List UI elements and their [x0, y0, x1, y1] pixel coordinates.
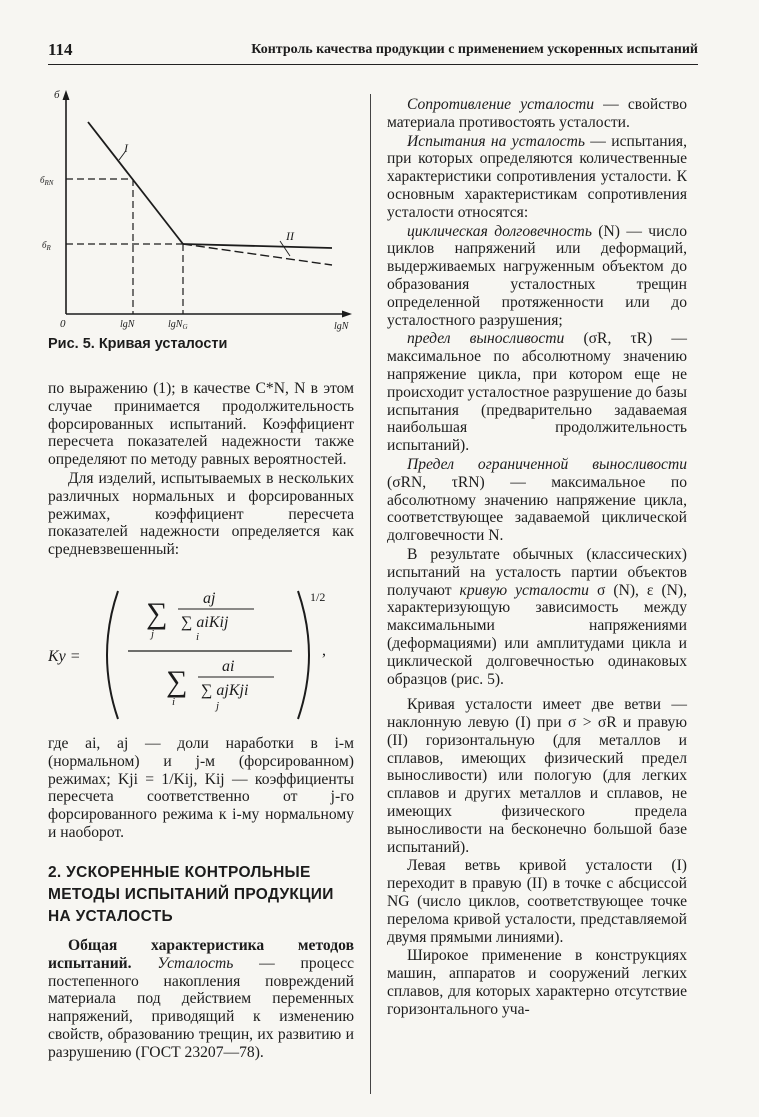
section-title: 2. УСКОРЕННЫЕ КОНТРОЛЬНЫЕ МЕТОДЫ ИСПЫТАНИЙ ПРОДУКЦИИ НА УСТАЛОСТЬ	[48, 864, 334, 925]
left-paragraph-2: Для изделий, испытываемых в нескольких различных нормальных и форсированных режимах, коэффициент пересчета показателей надежности определяется как средневзвешенный:	[48, 469, 354, 559]
column-divider	[370, 94, 371, 1094]
left-paren	[107, 591, 118, 719]
formula-power: 1/2	[310, 590, 326, 604]
right-paragraph-6: В результате обычных (классических) испытаний на усталость партии объектов получают кривую усталости σ (N), ε (N), характеризующую зависимость между максимальными напряжениями (деформациями) или амплитудами цикла и циклической долговечностью одинаковых образцов (рис. 5).	[387, 545, 688, 688]
tick-lgng: lgN$_G$	[168, 319, 188, 331]
tick-sigma-rn: $б_{RN}$	[40, 175, 54, 187]
y-axis-label: б	[54, 89, 60, 101]
sum-index-top: j	[151, 628, 155, 640]
left-paragraph-4	[48, 937, 354, 1062]
formula-den-bottom: ∑ ajKji	[201, 682, 249, 699]
sum-index-inner-top: i	[196, 631, 200, 643]
origin-label: 0	[60, 318, 66, 330]
right-paragraph-8: Левая ветвь кривой усталости (I) переходит в правую (II) в точке с абсциссой NG (число циклов, соответствующее точке перелома кривой усталости, представляемой двумя прямыми линиями).	[387, 857, 687, 946]
right-paragraph-1: Сопротивление усталости — свойство материала противостоять усталости.	[387, 96, 687, 131]
left-p4-bold: Общая характеристика методов испытаний.	[48, 937, 354, 972]
branch-two-line	[183, 244, 332, 248]
right-paren	[298, 591, 309, 719]
branch-one-label: I	[124, 141, 128, 155]
tick-sigma-r: $б_R$	[42, 240, 51, 252]
right-paragraph-5: Предел ограниченной выносливости (σRN, τRN) — максимальное по абсолютному значению напряжение цикла, соответствующее задаваемой циклической долговечности N.	[387, 455, 687, 545]
formula-num-bottom: ∑ aiKij	[181, 614, 229, 631]
sum-index-bottom: i	[172, 696, 176, 708]
left-column-middle	[48, 735, 354, 842]
formula-lhs: Kу =	[48, 648, 81, 665]
formula-num-top: aj	[203, 590, 216, 607]
x-axis-arrow	[342, 311, 352, 318]
tick-lgn: lgN	[120, 319, 135, 330]
fatigue-curve-figure	[40, 82, 360, 332]
x-axis-label: lgN	[334, 321, 349, 332]
branch-one-line	[88, 122, 183, 244]
right-paragraph-4: предел выносливости (σR, τR) — максимальное по абсолютному значению напряжение цикла, при котором еще не происходит усталостное разрушение до базы испытания (предварительно задаваемая наибольшая продолжительность испытаний).	[387, 330, 688, 455]
branch-two-label: II	[286, 229, 294, 243]
running-title: Контроль качества продукции с применением ускоренных испытаний	[251, 42, 698, 57]
figure-caption: Рис. 5. Кривая усталости	[48, 336, 228, 352]
page-header	[48, 40, 698, 65]
left-p4-italic: Усталость	[157, 954, 234, 972]
sum-index-inner-bottom: j	[216, 700, 220, 712]
branch-two-leader	[280, 241, 290, 256]
left-p4-rest: — процесс постепенного накопления повреждений материала под действием переменных напряжений, приводящий к изменению свойств, образованию трещин, их развитию и разрушению (ГОСТ 23207—78).	[48, 954, 354, 1061]
y-axis-arrow	[63, 90, 70, 100]
formula-comma: ,	[322, 642, 326, 659]
right-paragraph-2: Испытания на усталость — испытания, при которых определяются количественные характеристики сопротивления усталости. К основным характеристикам сопротивления усталости относятся:	[387, 132, 688, 221]
right-paragraph-7: Кривая усталости имеет две ветви — наклонную левую (I) при σ > σR и правую (II) горизонтальную (для металлов и сплавов, имеющих физический предел выносливости) или пологую (для легких сплавов и других металлов и сплавов, не имеющих физического предела выносливости на бесконечно большой базе испытаний).	[387, 696, 687, 856]
weighted-formula	[48, 585, 354, 725]
formula-den-top: ai	[222, 658, 235, 675]
left-paragraph-3: где ai, aj — доли наработки в i-м (нормальном) и j-м (форсированном) режимах; Kji = 1/Kij, Kij — коэффициенты пересчета соответственно от j-го форсированного режима к i-му нормальному и наоборот.	[48, 735, 354, 841]
right-paragraph-9: Широкое применение в конструкциях машин, аппаратов и сооружений легких сплавов, для которых характерно отсутствие горизонтального уча-	[387, 947, 687, 1018]
page-number: 114	[48, 40, 73, 59]
sum-sign-bottom: ∑	[166, 665, 188, 698]
left-column-top	[48, 380, 354, 559]
left-column-bottom	[48, 937, 354, 1062]
right-paragraph-3: циклическая долговечность (N) — число циклов напряжений или деформаций, выдерживаемых нагруженным объектом до образования усталостных трещин определенной протяженности или до усталостного разрушения;	[387, 222, 687, 329]
left-paragraph-1: по выражению (1); в качестве C*N, N в этом случае принимается продолжительность форсированных испытаний. Коэффициент пересчета показателей надежности также определяют по методу равных вероятностей.	[48, 380, 354, 469]
right-column	[387, 96, 687, 1019]
sum-sign-top: ∑	[146, 597, 168, 630]
